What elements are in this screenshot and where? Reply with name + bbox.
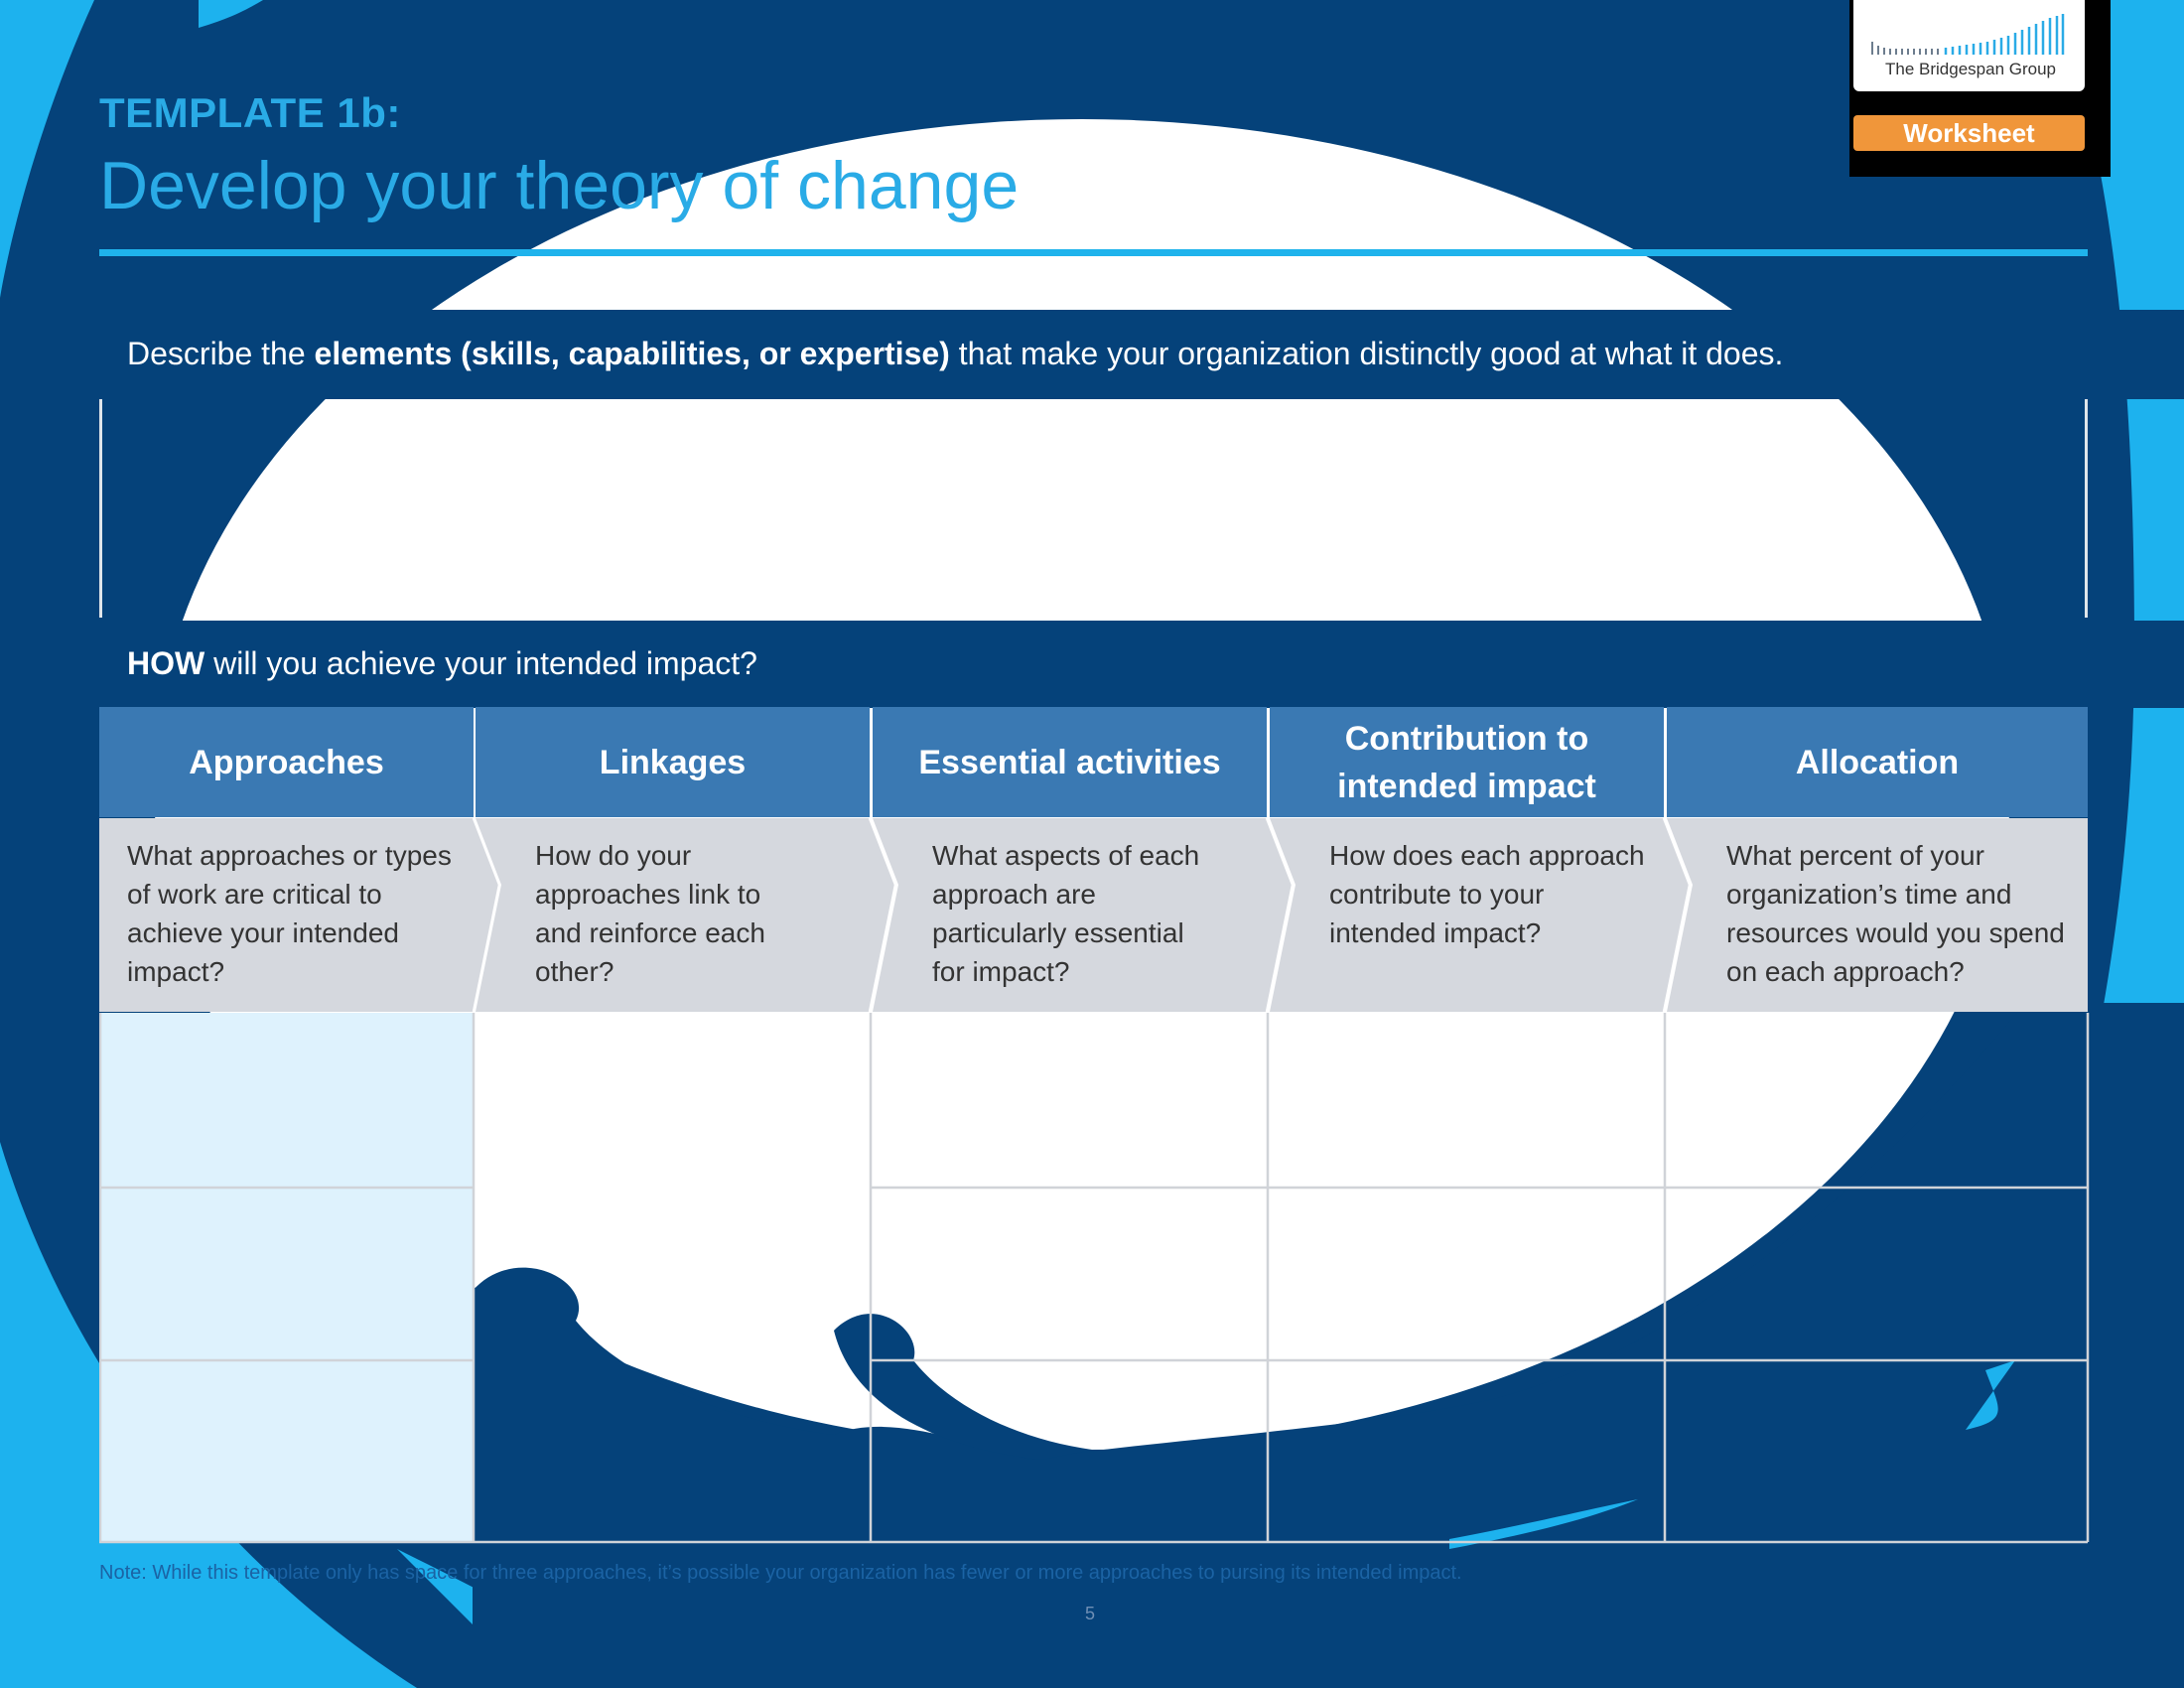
brand-name: The Bridgespan Group (1885, 60, 2056, 78)
footnote: Note: While this template only has space for three approaches, it’s possible your organization has fewer or more approaches to pursing its intended impact. (99, 1562, 1462, 1584)
column-prompt: What aspects of each approach are particularly essential for impact? (932, 840, 1200, 987)
how-question (127, 645, 757, 682)
how-question-rest: will you achieve your intended impact? (205, 645, 757, 681)
column-header: Contribution to intended impact (1337, 719, 1596, 805)
page-number: 5 (1085, 1604, 1096, 1623)
column-header: Linkages (599, 743, 747, 781)
column-prompt: What approaches or types of work are critical to achieve your intended impact? (127, 840, 452, 987)
template-label: TEMPLATE 1b: (99, 89, 401, 136)
theory-table (99, 707, 2091, 1544)
column-prompt: What percent of your organization’s time and resources would you spend on each approach? (1726, 840, 2065, 987)
bar-logo-icon (1853, 0, 2085, 60)
elements-question (127, 336, 1783, 372)
elements-question-post: that make your organization distinctly good at what it does. (949, 336, 1784, 371)
title-rule (99, 249, 2088, 256)
column-header: Approaches (189, 743, 384, 781)
column-header: Allocation (1795, 743, 1960, 781)
column-prompt: How do your approaches link to and reinforce each other? (535, 840, 765, 987)
approach-answer-column[interactable] (99, 1013, 474, 1542)
page-title: Develop your theory of change (99, 148, 1020, 223)
how-question-bold: HOW (127, 645, 205, 681)
elements-question-pre: Describe the (127, 336, 315, 371)
worksheet-tag: Worksheet (1853, 115, 2085, 151)
column-prompt: How does each approach contribute to your intended impact? (1329, 840, 1645, 948)
column-header: Essential activities (918, 743, 1221, 781)
elements-question-bold: elements (skills, capabilities, or expertise) (314, 336, 950, 371)
elements-answer-box[interactable] (99, 399, 2088, 618)
